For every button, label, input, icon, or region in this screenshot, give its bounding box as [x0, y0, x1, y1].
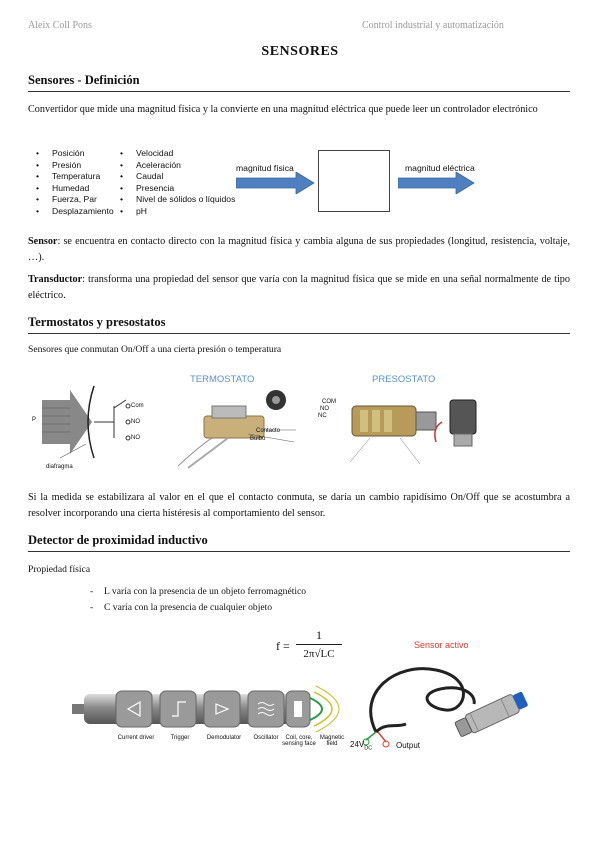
- list-item: • Presión: [28, 160, 114, 172]
- property-list: [90, 584, 306, 616]
- list-item: • Aceleración: [112, 160, 235, 172]
- formula-numerator: 1: [316, 628, 322, 642]
- input-label: magnitud física: [236, 163, 294, 173]
- block-label: Trigger: [170, 735, 190, 741]
- header-author: Aleix Coll Pons: [28, 20, 92, 31]
- list-item: - C varía con la presencia de cualquier objeto: [90, 600, 306, 616]
- list-item: • Velocidad: [112, 148, 235, 160]
- header-course: Control industrial y automatización: [362, 20, 504, 31]
- label-com: Com: [131, 403, 144, 409]
- label-diafragma: diafragma: [46, 464, 73, 470]
- formula-lhs: f =: [276, 639, 290, 653]
- label-nc: NC: [318, 413, 327, 419]
- definition-paragraph: Convertidor que mide una magnitud física y la convierte en una magnitud eléctrica que puede leer un controlador electrónico: [28, 104, 538, 115]
- diaphragm-diagram: [30, 378, 170, 478]
- inductive-sensor-diagram: [72, 684, 362, 734]
- block-label: Oscillator: [253, 735, 279, 741]
- label-bulbo: Bulbo: [250, 436, 266, 442]
- voltage-label: $24V_{DC}$: [350, 740, 373, 752]
- transductor-paragraph: Transductor: transforma una propiedad del sensor que varía con la magnitud física que se mide en una señal normalmente de tipo eléctrico.: [28, 274, 570, 301]
- sensor-paragraph: Sensor: se encuentra en contacto directo con la magnitud física y cambia alguna de sus propiedades (longitud, resistencia, voltaje, …).: [28, 236, 570, 263]
- label-com2: COM: [322, 399, 336, 405]
- formula-fraction-bar: [296, 644, 342, 645]
- label-p: P: [32, 417, 37, 423]
- list-item: • Nivel de sólidos o líquidos: [112, 194, 235, 206]
- presostato-label: PRESOSTATO: [372, 374, 436, 385]
- section-rule: [28, 91, 570, 92]
- label-contacto: Contacto: [256, 428, 281, 434]
- output-label: magnitud eléctrica: [405, 163, 475, 173]
- input-arrow-icon: [236, 172, 316, 194]
- block-label: Current driver: [117, 735, 155, 741]
- list-item: • Presencia: [112, 183, 235, 195]
- list-item: • pH: [112, 206, 235, 218]
- label-no: NO: [131, 419, 140, 425]
- section-rule: [28, 333, 570, 334]
- termostato-label: TERMOSTATO: [190, 374, 255, 385]
- page-title: SENSORES: [261, 44, 339, 59]
- presostato-image: [340, 392, 490, 472]
- list-item: • Temperatura: [28, 171, 114, 183]
- block-label: Demodulator: [206, 735, 242, 741]
- section-heading-termostatos: Termostatos y presostatos: [28, 315, 166, 329]
- block-label: Magnetic field: [319, 735, 345, 747]
- hysteresis-paragraph: Si la medida se estabilizara al valor en el que el contacto conmuta, se daría un cambio rapidísimo On/Off que se acostumbra a resolver incorporando una cierta histéresis al comportamiento del sensor.: [28, 492, 570, 519]
- list-item: • Posición: [28, 148, 114, 160]
- list-item: • Desplazamiento: [28, 206, 114, 218]
- magnitudes-list-2: [112, 148, 235, 218]
- label-no2: NO: [320, 406, 329, 412]
- output-label: Output: [396, 741, 421, 750]
- section-heading-inductivo: Detector de proximidad inductivo: [28, 533, 208, 547]
- formula-denominator: 2π√LC: [303, 648, 335, 660]
- section-heading-definicion: Sensores - Definición: [28, 73, 140, 87]
- list-item: • Caudal: [112, 171, 235, 183]
- termostatos-intro: Sensores que conmutan On/Off a una cierta presión o temperatura: [28, 344, 282, 355]
- magnitudes-list-1: [28, 148, 114, 218]
- list-item: - L varía con la presencia de un objeto ferromagnético: [90, 584, 306, 600]
- block-label: Coil, core, sensing face: [282, 735, 316, 747]
- label-no-2: NO: [131, 435, 140, 441]
- sensor-photo: [356, 652, 536, 752]
- sensor-box: [318, 150, 390, 212]
- sensor-activo-label: Sensor activo: [414, 640, 469, 650]
- list-item: • Humedad: [28, 183, 114, 195]
- list-item: • Fuerza, Par: [28, 194, 114, 206]
- propiedad-fisica: Propiedad física: [28, 564, 91, 575]
- section-rule: [28, 551, 570, 552]
- output-arrow-icon: [398, 172, 478, 194]
